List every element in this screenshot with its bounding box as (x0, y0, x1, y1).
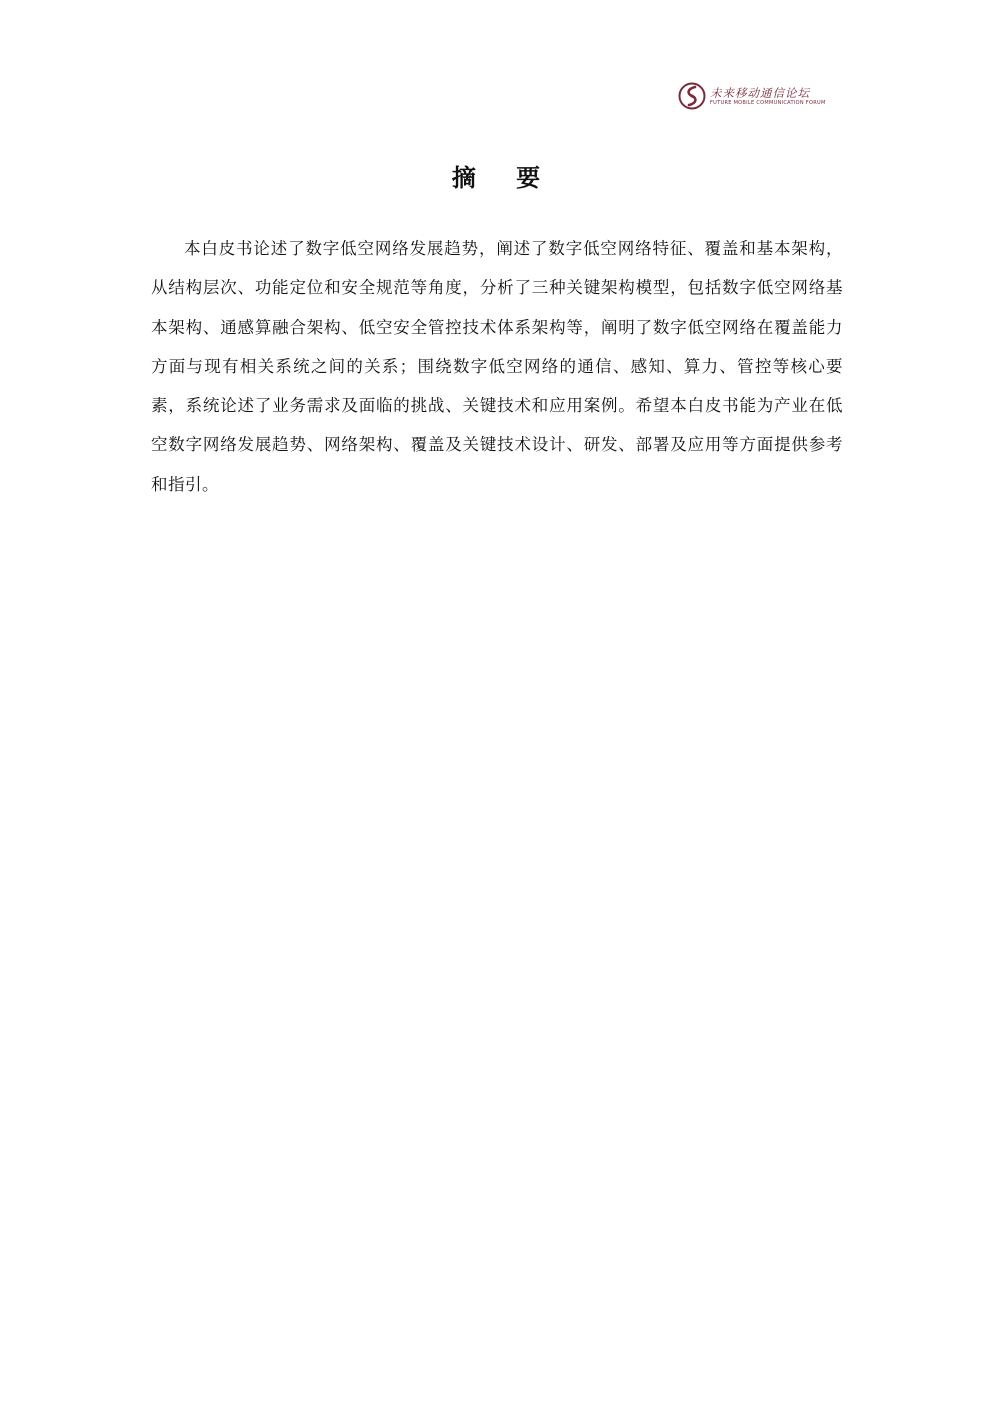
logo-text-chinese: 未来移动通信论坛 (710, 86, 810, 100)
logo-text-english: FUTURE MOBILE COMMUNICATION FORUM (710, 100, 826, 106)
abstract-paragraph: 本白皮书论述了数字低空网络发展趋势，阐述了数字低空网络特征、覆盖和基本架构，从结构层次、功能定位和安全规范等角度，分析了三种关键架构模型，包括数字低空网络基本架构、通感算融合架构、低空安全管控技术体系架构等，阐明了数字低空网络在覆盖能力方面与现有相关系统之间的关系；围绕数字低空网络的通信、感知、算力、管控等核心要素，系统论述了业务需求及面临的挑战、关键技术和应用案例。希望本白皮书能为产业在低空数字网络发展趋势、网络架构、覆盖及关键技术设计、研发、部署及应用等方面提供参考和指引。 (151, 239, 843, 494)
page-title: 摘 要 (451, 164, 557, 192)
header-logo (678, 80, 828, 112)
forum-logo-icon (678, 82, 706, 110)
